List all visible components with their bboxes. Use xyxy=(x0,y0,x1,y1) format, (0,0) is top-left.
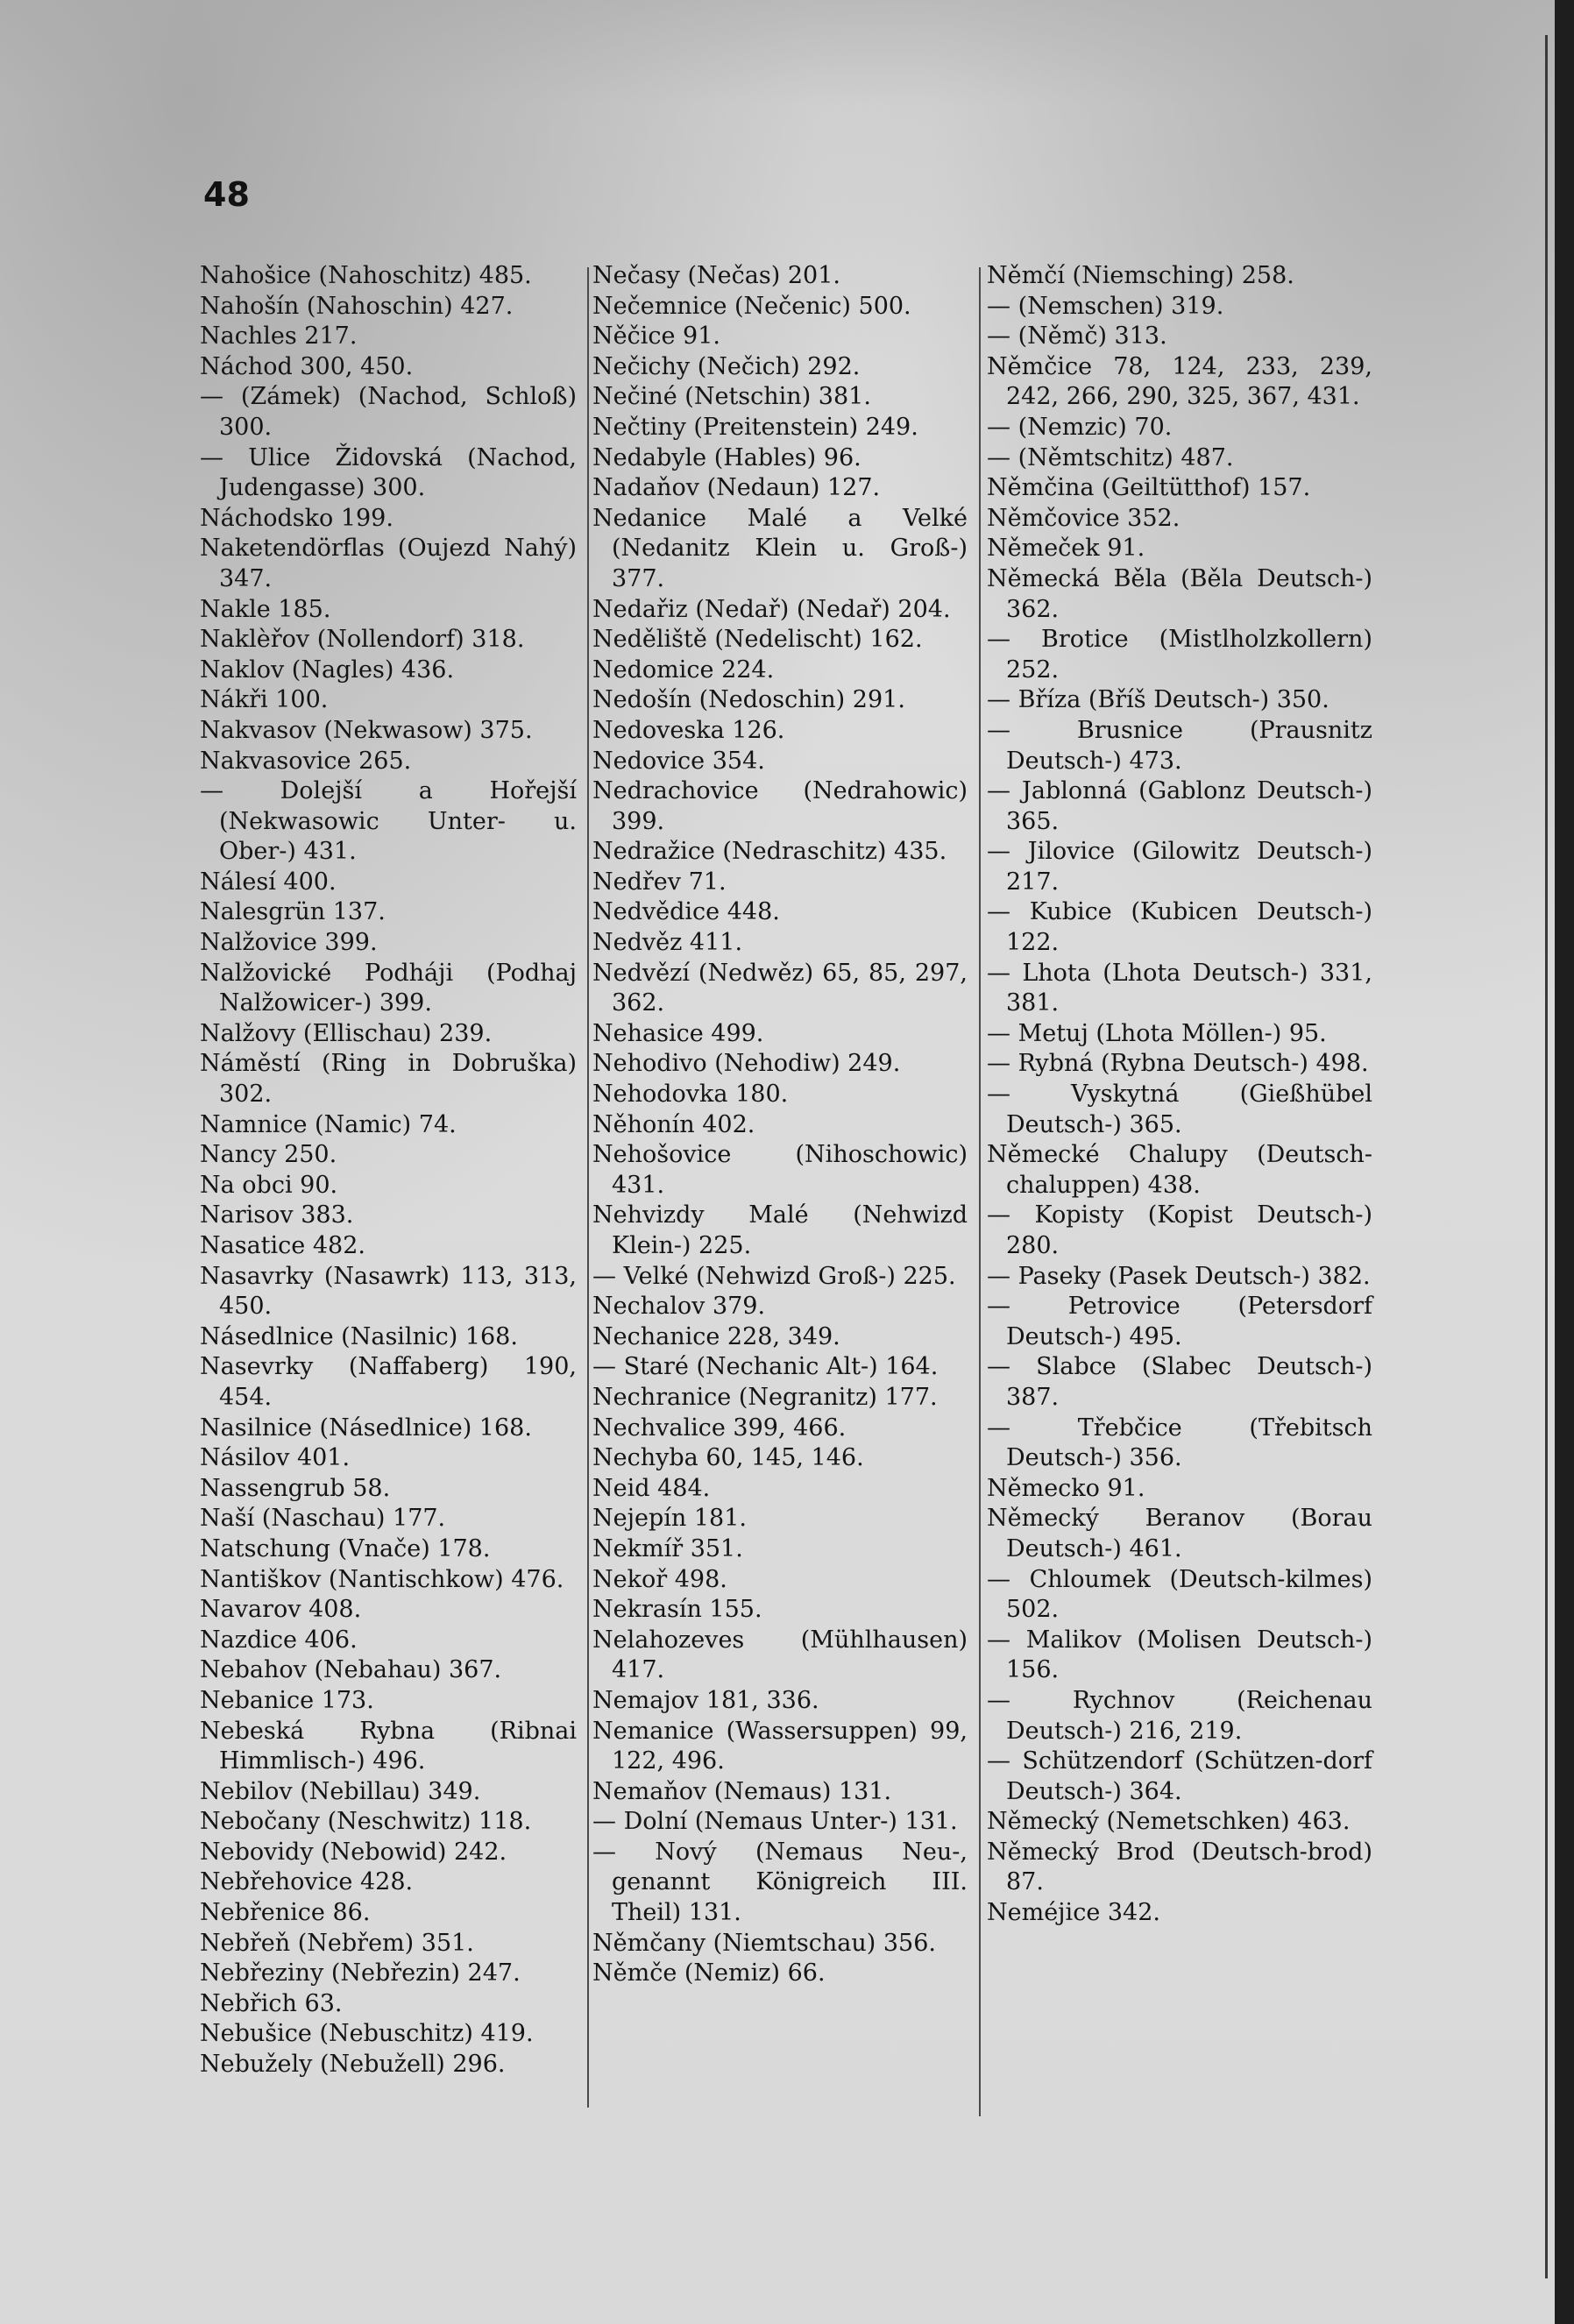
index-entry: Na obci 90. xyxy=(200,1171,338,1199)
index-entry: Nahošice (Nahoschitz) 485. xyxy=(200,262,532,289)
index-entry: Neméjice 342. xyxy=(987,1899,1160,1927)
index-entry: Nečtiny (Preitenstein) 249. xyxy=(592,413,918,441)
index-entry: Německo 91. xyxy=(987,1474,1145,1502)
index-entry: Nedražice (Nedraschitz) 435. xyxy=(592,838,947,866)
index-entry: Němče (Nemiz) 66. xyxy=(592,1959,826,1987)
index-entry: — Petrovice (Petersdorf Deutsch-) 495. xyxy=(987,1293,1372,1350)
index-entry: Německé Chalupy (Deutsch-chaluppen) 438. xyxy=(987,1141,1372,1199)
index-entry: — Kopisty (Kopist Deutsch-) 280. xyxy=(987,1201,1372,1259)
index-entry: Nechyba 60, 145, 146. xyxy=(592,1444,864,1472)
index-entry: Nassengrub 58. xyxy=(200,1474,391,1502)
index-entry: Nedovice 354. xyxy=(592,747,765,775)
index-entry: Naší (Naschau) 177. xyxy=(200,1505,446,1533)
index-entry: Nasevrky (Naffaberg) 190, 454. xyxy=(200,1353,577,1411)
index-entry: Nedomice 224. xyxy=(592,655,775,684)
index-entry: Nasatice 482. xyxy=(200,1232,365,1259)
index-entry: Nechalov 379. xyxy=(592,1293,766,1321)
index-entry: Nedařiz (Nedař) (Nedař) 204. xyxy=(592,595,951,623)
index-entry: — Malikov (Molisen Deutsch-) 156. xyxy=(987,1626,1372,1684)
index-entry: Nemanice (Wassersuppen) 99, 122, 496. xyxy=(592,1717,968,1775)
index-entry: Nakvasovice 265. xyxy=(200,747,412,775)
index-entry: — Metuj (Lhota Möllen-) 95. xyxy=(987,1019,1327,1047)
index-entry: Nachles 217. xyxy=(200,322,358,351)
index-entry: — Brotice (Mistlholzkollern) 252. xyxy=(987,626,1372,684)
index-entry: Nalžovické Podháji (Podhaj Nalžowicer-) 399. xyxy=(200,959,577,1017)
index-entry: — Rychnov (Reichenau Deutsch-) 216, 219. xyxy=(987,1686,1372,1745)
index-entry: — Brusnice (Prausnitz Deutsch-) 473. xyxy=(987,716,1372,775)
index-entry: Nedřev 71. xyxy=(592,868,727,896)
index-entry: Němčina (Geiltütthof) 157. xyxy=(987,474,1311,502)
index-entry: — Staré (Nechanic Alt-) 164. xyxy=(592,1353,939,1381)
index-entry: Nedrachovice (Nedrahowic) 399. xyxy=(592,777,968,835)
scan-edge-line xyxy=(1545,35,1548,2278)
index-entry: Nebřich 63. xyxy=(200,1989,343,2017)
column-rule xyxy=(587,267,589,2108)
index-entry: Neid 484. xyxy=(592,1474,711,1502)
index-entry: — Paseky (Pasek Deutsch-) 382. xyxy=(987,1262,1371,1290)
index-column-2 xyxy=(592,261,968,1989)
index-entry: Němčí (Niemsching) 258. xyxy=(987,262,1294,289)
index-entry: — Bříza (Bříš Deutsch-) 350. xyxy=(987,686,1329,714)
index-entry: Nedvědice 448. xyxy=(592,898,780,926)
index-entry: Nedvěz 411. xyxy=(592,929,743,957)
index-entry: Nedošín (Nedoschin) 291. xyxy=(592,686,905,714)
index-entry: Nečichy (Nečich) 292. xyxy=(592,352,861,380)
index-entry: Namnice (Namic) 74. xyxy=(200,1110,457,1138)
index-column-1 xyxy=(200,261,577,2080)
index-entry: Nelahozeves (Mühlhausen) 417. xyxy=(592,1626,968,1684)
index-entry: Nehodovka 180. xyxy=(592,1081,789,1109)
index-entry: Náměstí (Ring in Dobruška) 302. xyxy=(200,1050,577,1109)
index-entry: Nebilov (Nebillau) 349. xyxy=(200,1777,481,1805)
index-entry: — Jilovice (Gilowitz Deutsch-) 217. xyxy=(987,838,1372,896)
index-entry: Nehasice 499. xyxy=(592,1019,764,1047)
index-entry: Nekrasín 155. xyxy=(592,1596,762,1624)
index-entry: Nedoveska 126. xyxy=(592,716,785,744)
index-entry: Nebahov (Nebahau) 367. xyxy=(200,1656,502,1684)
index-entry: Němčovice 352. xyxy=(987,504,1180,532)
index-entry: Narisov 383. xyxy=(200,1201,354,1229)
index-entry: Naklov (Nagles) 436. xyxy=(200,655,455,684)
index-entry: Nejepín 181. xyxy=(592,1505,747,1533)
index-entry: Nečasy (Nečas) 201. xyxy=(592,262,840,289)
index-entry: Nalžovice 399. xyxy=(200,929,378,957)
index-entry: Nebřeziny (Nebřezin) 247. xyxy=(200,1959,521,1987)
index-entry: — Chloumek (Deutsch-kilmes) 502. xyxy=(987,1565,1372,1624)
index-entry: Nahošín (Nahoschin) 427. xyxy=(200,292,514,320)
index-entry: Nebřehovice 428. xyxy=(200,1868,414,1896)
index-entry: Náchod 300, 450. xyxy=(200,352,414,380)
index-entry: Navarov 408. xyxy=(200,1596,362,1624)
index-entry: — (Němč) 313. xyxy=(987,322,1167,351)
index-entry: Nákři 100. xyxy=(200,686,329,714)
index-entry: Nakle 185. xyxy=(200,595,331,623)
index-entry: Nehošovice (Nihoschowic) 431. xyxy=(592,1141,968,1199)
index-entry: — Dolní (Nemaus Unter-) 131. xyxy=(592,1808,958,1836)
index-entry: — Rybná (Rybna Deutsch-) 498. xyxy=(987,1050,1369,1078)
index-entry: — Jablonná (Gablonz Deutsch-) 365. xyxy=(987,777,1372,835)
index-entry: — Dolejší a Hořejší (Nekwasowic Unter- u. Ober-) 431. xyxy=(200,777,577,866)
index-entry: Nechranice (Negranitz) 177. xyxy=(592,1383,938,1411)
index-entry: Nadaňov (Nedaun) 127. xyxy=(592,474,881,502)
index-entry: Nebřeň (Nebřem) 351. xyxy=(200,1929,474,1957)
index-entry: — Schützendorf (Schützen-dorf Deutsch-) 364. xyxy=(987,1747,1372,1805)
index-entry: Německý Brod (Deutsch-brod) 87. xyxy=(987,1838,1372,1896)
index-entry: Náchodsko 199. xyxy=(200,504,394,532)
index-entry: Neděliště (Nedelischt) 162. xyxy=(592,626,923,654)
index-entry: Nečemnice (Nečenic) 500. xyxy=(592,292,911,320)
index-entry: Nálesí 400. xyxy=(200,868,337,896)
index-entry: — Slabce (Slabec Deutsch-) 387. xyxy=(987,1353,1372,1411)
index-entry: Němčany (Niemtschau) 356. xyxy=(592,1929,936,1957)
index-entry: — (Nemschen) 319. xyxy=(987,292,1224,320)
index-entry: Násilov 401. xyxy=(200,1444,351,1472)
index-entry: Naklèřov (Nollendorf) 318. xyxy=(200,626,525,654)
index-entry: — (Němtschitz) 487. xyxy=(987,443,1234,471)
index-entry: Německý Beranov (Borau Deutsch-) 461. xyxy=(987,1505,1372,1562)
index-entry: Nechvalice 399, 466. xyxy=(592,1414,847,1442)
index-entry: Nasilnice (Násedlnice) 168. xyxy=(200,1414,532,1442)
index-entry: Něhonín 402. xyxy=(592,1110,755,1138)
index-entry: — Velké (Nehwizd Groß-) 225. xyxy=(592,1262,956,1290)
index-entry: Něčice 91. xyxy=(592,322,720,351)
scan-edge xyxy=(1555,0,1574,2324)
index-entry: Nedvězí (Nedwěz) 65, 85, 297, 362. xyxy=(592,959,968,1017)
index-entry: Nedabyle (Hables) 96. xyxy=(592,443,861,471)
index-entry: Nancy 250. xyxy=(200,1141,337,1169)
index-entry: Nebužely (Nebužell) 296. xyxy=(200,2051,506,2079)
index-entry: Nehvizdy Malé (Nehwizd Klein-) 225. xyxy=(592,1201,968,1259)
index-entry: — Vyskytná (Gießhübel Deutsch-) 365. xyxy=(987,1081,1372,1138)
index-entry: Nebanice 173. xyxy=(200,1686,374,1714)
index-entry: Nemajov 181, 336. xyxy=(592,1686,819,1714)
index-entry: Nalžovy (Ellischau) 239. xyxy=(200,1019,493,1047)
index-entry: — Ulice Židovská (Nachod, Judengasse) 300. xyxy=(200,443,577,502)
index-entry: Nechanice 228, 349. xyxy=(592,1322,840,1350)
index-entry: Nebřenice 86. xyxy=(200,1899,371,1927)
index-entry: Německá Běla (Běla Deutsch-) 362. xyxy=(987,564,1372,623)
index-entry: Nazdice 406. xyxy=(200,1626,358,1654)
index-entry: — Lhota (Lhota Deutsch-) 331, 381. xyxy=(987,959,1372,1017)
index-entry: Nehodivo (Nehodiw) 249. xyxy=(592,1050,901,1078)
index-entry: Nantiškov (Nantischkow) 476. xyxy=(200,1565,564,1593)
index-entry: — (Nemzic) 70. xyxy=(987,413,1173,441)
index-entry: Nebočany (Neschwitz) 118. xyxy=(200,1808,532,1836)
index-entry: Nasavrky (Nasawrk) 113, 313, 450. xyxy=(200,1262,577,1321)
index-entry: Nekmíř 351. xyxy=(592,1534,743,1562)
index-entry: Nedanice Malé a Velké (Nedanitz Klein u. Groß-) 377. xyxy=(592,504,968,592)
index-entry: — Nový (Nemaus Neu-, genannt Königreich III. Theil) 131. xyxy=(592,1838,968,1927)
index-entry: Nakvasov (Nekwasow) 375. xyxy=(200,716,533,744)
page-number: 48 xyxy=(203,175,250,214)
index-entry: Nebeská Rybna (Ribnai Himmlisch-) 496. xyxy=(200,1717,577,1775)
index-entry: Nečiné (Netschin) 381. xyxy=(592,383,871,411)
index-entry: Nalesgrün 137. xyxy=(200,898,386,926)
column-rule xyxy=(979,267,981,2116)
index-entry: Násedlnice (Nasilnic) 168. xyxy=(200,1322,518,1350)
index-entry: Nemaňov (Nemaus) 131. xyxy=(592,1777,892,1805)
index-entry: — Kubice (Kubicen Deutsch-) 122. xyxy=(987,898,1372,957)
index-entry: Němeček 91. xyxy=(987,535,1145,563)
index-entry: Naketendörflas (Oujezd Nahý) 347. xyxy=(200,535,577,592)
index-entry: Nebovidy (Nebowid) 242. xyxy=(200,1838,507,1866)
index-entry: Německý (Nemetschken) 463. xyxy=(987,1808,1351,1836)
index-entry: Němčice 78, 124, 233, 239, 242, 266, 290, 325, 367, 431. xyxy=(987,352,1372,411)
index-entry: Nekoř 498. xyxy=(592,1565,727,1593)
index-entry: — Třebčice (Třebitsch Deutsch-) 356. xyxy=(987,1414,1372,1472)
index-column-3 xyxy=(987,261,1372,1929)
index-entry: Nebušice (Nebuschitz) 419. xyxy=(200,2020,534,2048)
index-entry: Natschung (Vnače) 178. xyxy=(200,1534,491,1562)
index-entry: — (Zámek) (Nachod, Schloß) 300. xyxy=(200,383,577,441)
